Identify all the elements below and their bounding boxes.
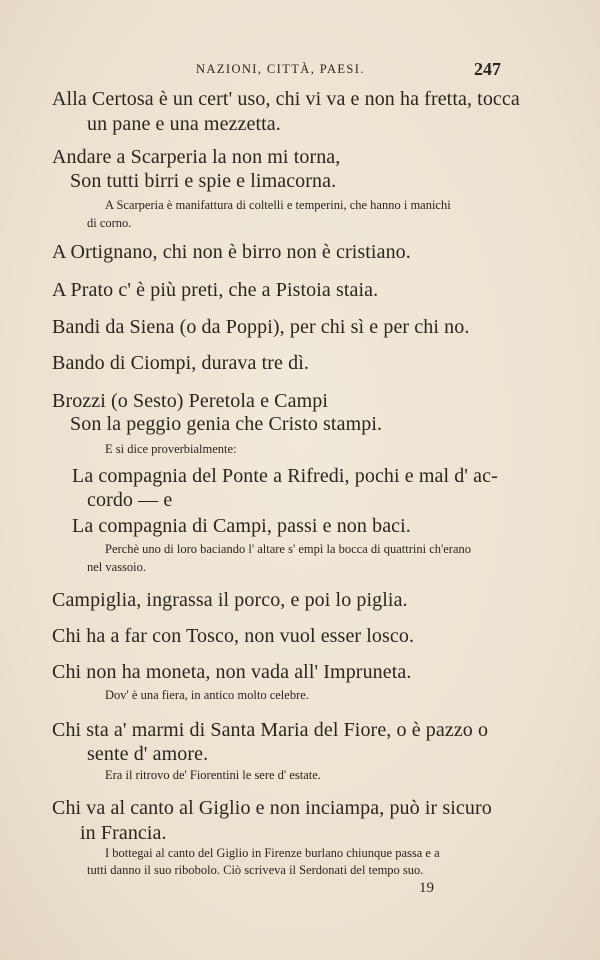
proverb-line: Bando di Ciompi, durava tre dì.: [52, 352, 309, 374]
proverb-line: A Ortignano, chi non è birro non è cristiano.: [52, 241, 411, 263]
signature-mark: 19: [419, 880, 434, 896]
proverb-line: sente d' amore.: [87, 743, 209, 765]
commentary-line: A Scarperia è manifattura di coltelli e temperini, che hanno i manichi: [105, 198, 451, 212]
proverb-line: in Francia.: [80, 822, 167, 844]
commentary-line: Era il ritrovo de' Fiorentini le sere d' estate.: [105, 768, 321, 782]
proverb-line: Chi ha a far con Tosco, non vuol esser losco.: [52, 625, 415, 647]
page-number: 247: [474, 59, 501, 79]
proverb-line: A Prato c' è più preti, che a Pistoia staia.: [52, 279, 379, 301]
proverb-line: La compagnia di Campi, passi e non baci.: [72, 515, 411, 537]
proverb-line: Bandi da Siena (o da Poppi), per chi sì e per chi no.: [52, 316, 470, 338]
proverb-line: Son la peggio genia che Cristo stampi.: [70, 413, 383, 435]
proverb-line: cordo — e: [87, 489, 173, 511]
running-title: NAZIONI, CITTÀ, PAESI.: [196, 62, 365, 76]
proverb-line: Brozzi (o Sesto) Peretola e Campi: [52, 390, 329, 412]
commentary-line: Perchè uno di loro baciando l' altare s' empì la bocca di quattrini ch'erano: [105, 542, 471, 556]
proverb-line: un pane e una mezzetta.: [87, 113, 281, 135]
commentary-line: nel vassoio.: [87, 560, 147, 574]
proverb-line: Alla Certosa è un cert' uso, chi vi va e non ha fretta, tocca: [52, 88, 520, 110]
proverb-line: La compagnia del Ponte a Rifredi, pochi e mal d' ac-: [72, 465, 498, 487]
running-header: [0, 60, 600, 82]
proverb-line: Andare a Scarperia la non mi torna,: [52, 146, 341, 168]
proverb-line: Chi non ha moneta, non vada all' Impruneta.: [52, 661, 412, 683]
commentary-line: tutti danno il suo ribobolo. Ciò scriveva il Serdonati del tempo suo.: [87, 863, 424, 877]
proverb-line: Chi va al canto al Giglio e non inciampa, può ir sicuro: [52, 797, 492, 819]
commentary-line: Dov' è una fiera, in antico molto celebre.: [105, 688, 309, 702]
commentary-line: I bottegai al canto del Giglio in Firenze burlano chiunque passa e a: [105, 846, 440, 860]
commentary-line: E si dice proverbialmente:: [105, 442, 237, 456]
proverb-line: Campiglia, ingrassa il porco, e poi lo piglia.: [52, 589, 408, 611]
commentary-line: di corno.: [87, 216, 132, 230]
proverb-line: Chi sta a' marmi di Santa Maria del Fiore, o è pazzo o: [52, 719, 489, 741]
proverb-line: Son tutti birri e spie e limacorna.: [70, 170, 337, 192]
